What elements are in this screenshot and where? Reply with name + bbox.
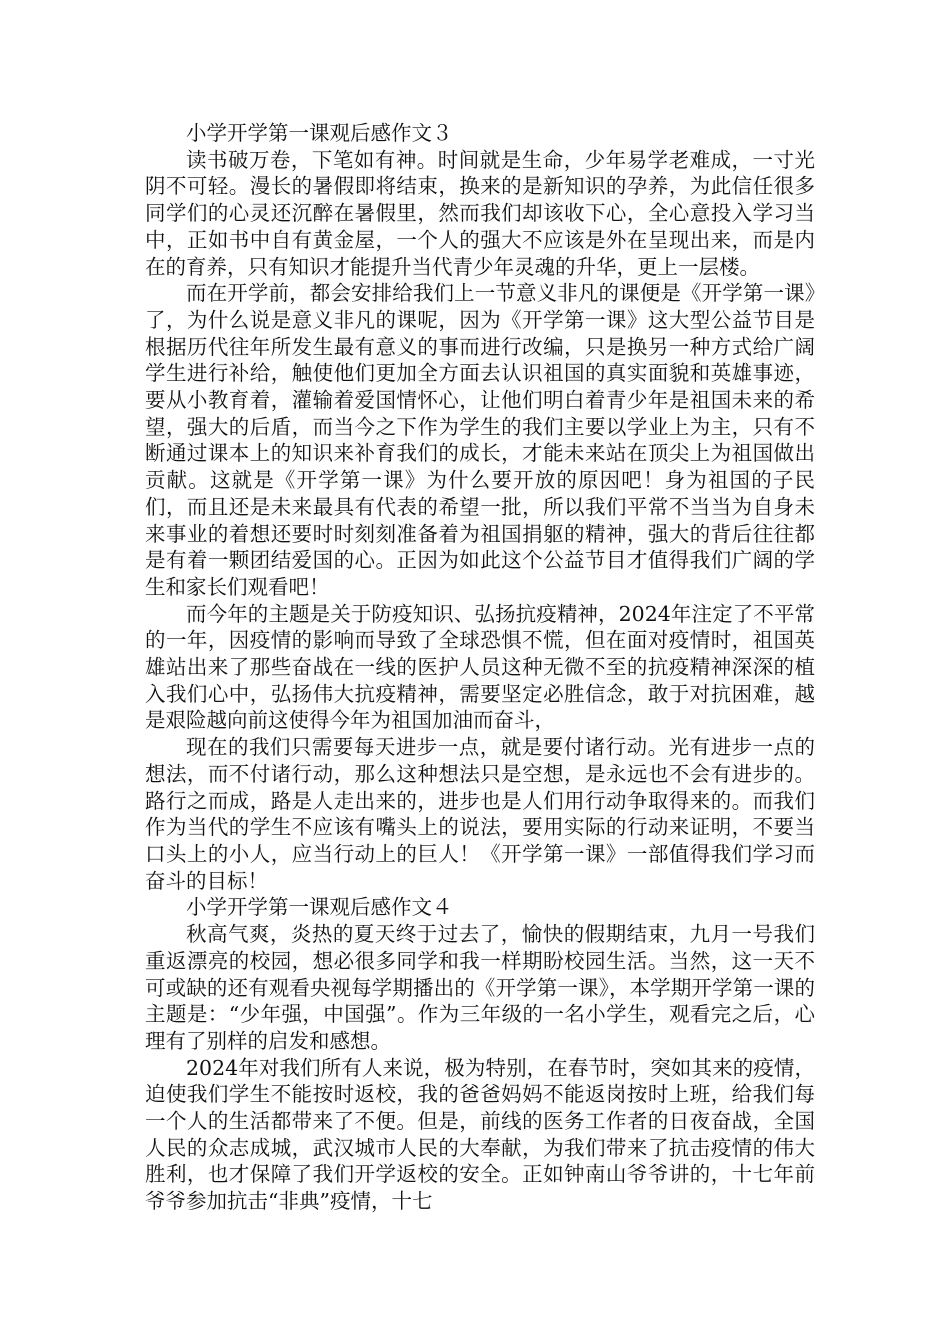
paragraph: 而今年的主题是关于防疫知识、弘扬抗疫精神，2024年注定了不平常的一年，因疫情的影响而导致了全球恐惧不慌，但在面对疫情时，祖国英雄站出来了那些奋战在一线的医护人员这种无微不至的抗疫精神深深的植入我们心中，弘扬伟大抗疫精神，需要坚定必胜信念，敢于对抗困难，越是艰险越向前这使得今年为祖国加油而奋斗， (145, 601, 815, 733)
section-title-4: 小学开学第一课观后感作文４ (186, 895, 453, 920)
paragraph: 2024年对我们所有人来说，极为特别，在春节时，突如其来的疫情，迫使我们学生不能按时返校，我的爸爸妈妈不能返岗按时上班，给我们每一个人的生活都带来了不便。但是，前线的医务工作者的日夜奋战，全国人民的众志成城，武汉城市人民的大奉献，为我们带来了抗击疫情的伟大胜利，也才保障了我们开学返校的安全。正如钟南山爷爷讲的，十七年前爷爷参加抗击“非典”疫情，十七 (145, 1055, 815, 1214)
paragraph: 秋高气爽，炎热的夏天终于过去了，愉快的假期结束，九月一号我们重返漂亮的校园，想必很多同学和我一样期盼校园生活。当然，这一天不可或缺的还有观看央视每学期播出的《开学第一课》，本学期开学第一课的主题是：“少年强，中国强”。作为三年级的一名小学生，观看完之后，心理有了别样的启发和感想。 (145, 922, 815, 1053)
section-title-3: 小学开学第一课观后感作文３ (186, 121, 453, 145)
document-page (145, 120, 815, 1215)
paragraph: 而在开学前，都会安排给我们上一节意义非凡的课便是《开学第一课》了，为什么说是意义非凡的课呢，因为《开学第一课》这大型公益节目是根据历代往年所发生最有意义的事而进行改编，只是换另一种方式给广阔学生进行补给，触使他们更加全方面去认识祖国的真实面貌和英雄事迹，要从小教育着，灌输着爱国情怀心，让他们明白着青少年是祖国未来的希望，强大的后盾，而当今之下作为学生的我们主要以学业上为主，只有不断通过课本上的知识来补育我们的成长，才能未来站在顶尖上为祖国做出贡献。这就是《开学第一课》为什么要开放的原因吧！身为祖国的子民们，而且还是未来最具有代表的希望一批，所以我们平常不当当为自身未来事业的着想还要时时刻刻准备着为祖国捐躯的精神，强大的背后往往都是有着一颗团结爱国的心。正因为如此这个公益节目才值得我们广阔的学生和家长们观看吧！ (145, 281, 815, 599)
paragraph: 读书破万卷，下笔如有神。时间就是生命，少年易学老难成，一寸光阴不可轻。漫长的暑假即将结束，换来的是新知识的孕养，为此信任很多同学们的心灵还沉醉在暑假里，然而我们却该收下心，全心意投入学习当中，正如书中自有黄金屋，一个人的强大不应该是外在呈现出来，而是内在的育养，只有知识才能提升当代青少年灵魂的升华，更上一层楼。 (145, 147, 815, 279)
paragraph: 现在的我们只需要每天进步一点，就是要付诸行动。光有进步一点的想法，而不付诸行动，那么这种想法只是空想，是永远也不会有进步的。路行之而成，路是人走出来的，进步也是人们用行动争取得来的。而我们作为当代的学生不应该有嘴头上的说法，要用实际的行动来证明，不要当口头上的小人，应当行动上的巨人！《开学第一课》一部值得我们学习而奋斗的目标！ (145, 735, 815, 893)
